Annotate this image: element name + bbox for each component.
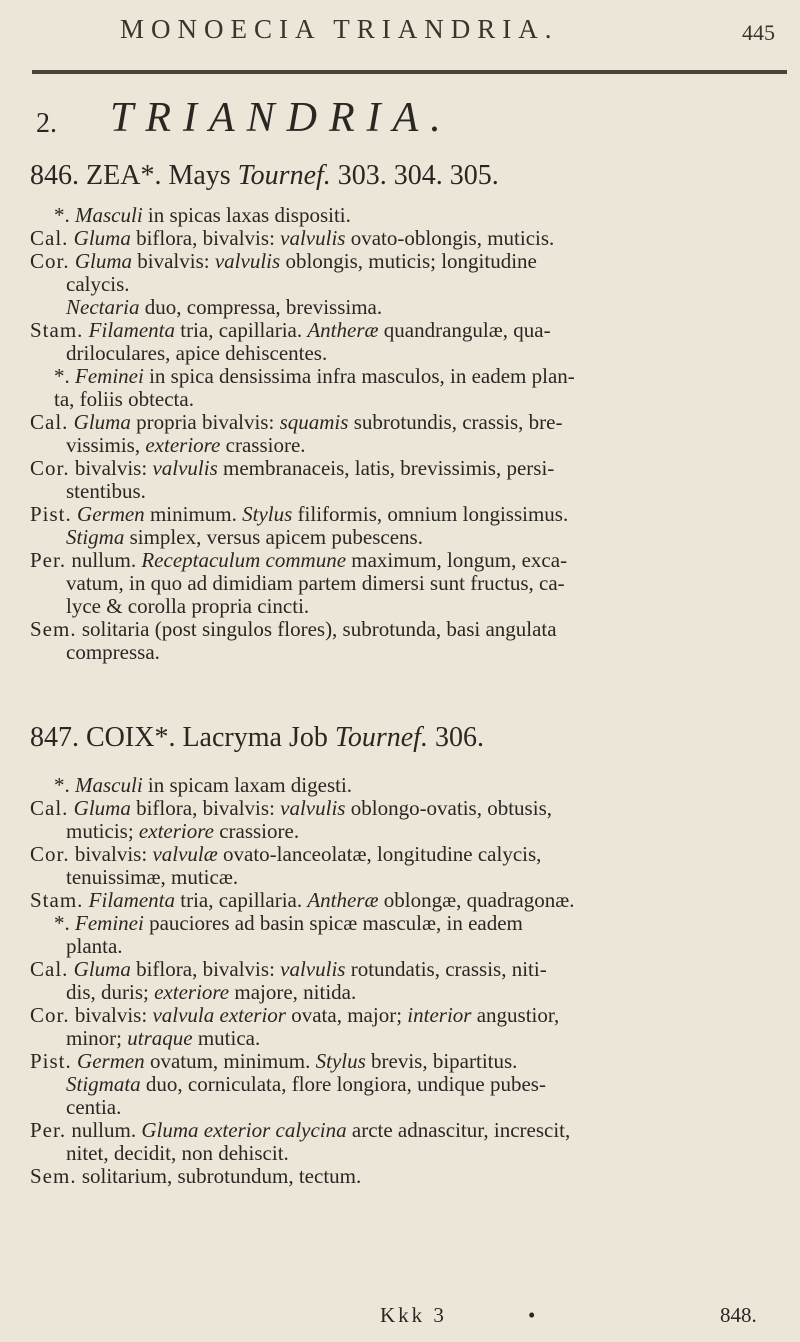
text-run: valvulis xyxy=(214,249,281,273)
text-run: valvulis xyxy=(280,796,346,820)
text-line xyxy=(30,641,790,664)
text-line xyxy=(30,1027,790,1050)
text-run: Filamenta xyxy=(88,888,175,912)
part-label: Per. xyxy=(30,548,67,572)
part-label: Sem. xyxy=(30,1164,77,1188)
text-run: oblongis, muticis; longitudine xyxy=(280,249,537,273)
signature-mark: Kkk 3 xyxy=(380,1303,447,1327)
text-line xyxy=(30,204,790,227)
text-line xyxy=(30,319,790,342)
part-label: Stam. xyxy=(30,318,84,342)
part-label: Stam. xyxy=(30,888,84,912)
text-run: in spicas laxas dispositi. xyxy=(142,203,351,227)
text-line xyxy=(30,618,790,641)
text-run: Gluma exterior calycina xyxy=(141,1118,347,1142)
part-label: Cal. xyxy=(30,410,69,434)
text-run: nullum. xyxy=(66,548,142,572)
text-run: propria bivalvis: xyxy=(130,410,280,434)
text-run: Feminei xyxy=(75,911,144,935)
text-line xyxy=(30,273,790,296)
text-line xyxy=(30,388,790,411)
text-run: quandrangulæ, qua- xyxy=(378,318,551,342)
text-run: exteriore xyxy=(145,433,221,457)
text-run: vatum, in quo ad dimidiam partem dimersi sunt fructus, ca- xyxy=(66,571,565,595)
text-run: lyce & corolla propria cincti. xyxy=(66,594,310,618)
text-line xyxy=(30,889,790,912)
page-footer xyxy=(0,1303,800,1333)
text-run: duo, corniculata, flore longiora, undique pubes- xyxy=(140,1072,546,1096)
text-run: Stigma xyxy=(66,525,125,549)
part-label: Cal. xyxy=(30,957,69,981)
genus-description-coix xyxy=(30,774,790,1188)
text-run: Masculi xyxy=(75,203,143,227)
text-line xyxy=(30,250,790,273)
text-line xyxy=(30,774,790,797)
part-label: Cor. xyxy=(30,842,70,866)
genus-pages: 306. xyxy=(434,722,484,753)
text-run: muticis; xyxy=(66,819,139,843)
text-run: Gluma xyxy=(73,796,131,820)
text-run: tenuissimæ, muticæ. xyxy=(66,865,239,889)
text-run: valvulæ xyxy=(152,842,218,866)
genus-name: COIX xyxy=(86,722,155,753)
section-title: TRIANDRIA. xyxy=(110,95,453,141)
text-run: centia. xyxy=(66,1095,122,1119)
text-run: Stylus xyxy=(242,502,293,526)
text-line xyxy=(30,1142,790,1165)
text-run: exteriore xyxy=(154,980,230,1004)
text-run: solitaria (post singulos flores), subrotunda, basi angulata xyxy=(76,617,557,641)
text-run: Gluma xyxy=(73,410,131,434)
genus-heading-zea xyxy=(30,160,499,192)
text-run: Antheræ xyxy=(307,318,379,342)
genus-common: Lacryma Job xyxy=(182,722,328,753)
text-run: compressa. xyxy=(66,640,160,664)
text-run: ovata, major; xyxy=(285,1003,408,1027)
part-label: Pist. xyxy=(30,502,72,526)
text-run: valvulis xyxy=(152,456,218,480)
text-line xyxy=(30,935,790,958)
text-run: squamis xyxy=(279,410,349,434)
text-line xyxy=(30,296,790,319)
text-line xyxy=(30,866,790,889)
text-run: Masculi xyxy=(75,773,143,797)
text-run: Germen xyxy=(77,1049,145,1073)
text-run: vissimis, xyxy=(66,433,146,457)
part-label: Cal. xyxy=(30,226,69,250)
text-run: in spicam laxam digesti. xyxy=(142,773,353,797)
text-line xyxy=(30,1004,790,1027)
text-run: Gluma xyxy=(73,957,131,981)
text-run: filiformis, omnium longissimus. xyxy=(292,502,569,526)
text-line xyxy=(30,457,790,480)
text-run: crassiore. xyxy=(213,819,300,843)
genus-description-zea xyxy=(30,204,790,664)
text-line xyxy=(30,1119,790,1142)
text-run: utraque xyxy=(127,1026,193,1050)
part-label: Sem. xyxy=(30,617,77,641)
text-run: Gluma xyxy=(74,249,133,273)
text-run: minor; xyxy=(66,1026,128,1050)
text-run: subrotundis, crassis, bre- xyxy=(348,410,563,434)
text-line xyxy=(30,797,790,820)
part-label: Cor. xyxy=(30,456,70,480)
text-run: biflora, bivalvis: xyxy=(130,957,281,981)
text-run: maximum, longum, exca- xyxy=(346,548,568,572)
part-label: Pist. xyxy=(30,1049,72,1073)
text-run: *. xyxy=(54,203,75,227)
text-run: *. xyxy=(54,773,75,797)
text-run: rotundatis, crassis, niti- xyxy=(345,957,547,981)
page-number: 445 xyxy=(742,20,775,45)
text-line xyxy=(30,480,790,503)
text-run: ovato-oblongis, muticis. xyxy=(345,226,555,250)
text-run: *. xyxy=(54,911,75,935)
text-line xyxy=(30,912,790,935)
text-run: bivalvis: xyxy=(69,842,153,866)
text-line xyxy=(30,1073,790,1096)
text-run: ovato-lanceolatæ, longitudine calycis, xyxy=(217,842,542,866)
text-run: oblongo-ovatis, obtusis, xyxy=(345,796,552,820)
text-run: ta, foliis obtecta. xyxy=(54,387,194,411)
genus-heading-coix xyxy=(30,722,484,754)
genus-pages: 303. 304. 305. xyxy=(337,160,499,191)
genus-number: 846. xyxy=(30,160,79,191)
text-line xyxy=(30,342,790,365)
running-head-title: MONOECIA TRIANDRIA. xyxy=(120,14,559,44)
running-head xyxy=(0,14,800,54)
text-line xyxy=(30,572,790,595)
text-run: Nectaria xyxy=(66,295,140,319)
text-run: Germen xyxy=(77,502,145,526)
text-run: solitarium, subrotundum, tectum. xyxy=(76,1164,362,1188)
text-run: Gluma xyxy=(73,226,131,250)
text-run: nitet, decidit, non dehiscit. xyxy=(66,1141,289,1165)
text-run: planta. xyxy=(66,934,123,958)
text-run: membranaceis, latis, brevissimis, persi- xyxy=(217,456,555,480)
text-run: in spica densissima infra masculos, in eadem plan- xyxy=(143,364,575,388)
text-line xyxy=(30,843,790,866)
catchword: 848. xyxy=(720,1303,757,1327)
genus-common: Mays xyxy=(168,160,231,191)
text-run: driloculares, apice dehiscentes. xyxy=(66,341,328,365)
text-line xyxy=(30,958,790,981)
text-line xyxy=(30,227,790,250)
genus-authority: Tournef. xyxy=(237,160,331,191)
text-run: *. xyxy=(54,364,75,388)
text-run: Receptaculum commune xyxy=(141,548,347,572)
text-run: pauciores ad basin spicæ masculæ, in eadem xyxy=(143,911,523,935)
text-run: biflora, bivalvis: xyxy=(130,796,281,820)
text-run: bivalvis: xyxy=(132,249,215,273)
genus-name: ZEA xyxy=(86,160,141,191)
text-run: Antheræ xyxy=(307,888,379,912)
text-line xyxy=(30,595,790,618)
section-heading xyxy=(0,92,800,142)
section-number: 2. xyxy=(36,108,57,139)
genus-mark: *. xyxy=(140,160,162,191)
part-label: Per. xyxy=(30,1118,67,1142)
text-run: valvula exterior xyxy=(152,1003,286,1027)
part-label: Cor. xyxy=(30,1003,70,1027)
text-run: tria, capillaria. xyxy=(175,318,308,342)
text-run: interior xyxy=(407,1003,472,1027)
part-label: Cal. xyxy=(30,796,69,820)
text-run: Filamenta xyxy=(88,318,175,342)
text-run: biflora, bivalvis: xyxy=(130,226,281,250)
text-run: arcte adnascitur, increscit, xyxy=(346,1118,571,1142)
genus-mark: *. xyxy=(154,722,176,753)
text-run: oblongæ, quadragonæ. xyxy=(378,888,575,912)
text-run: majore, nitida. xyxy=(229,980,357,1004)
text-run: valvulis xyxy=(280,957,346,981)
text-run: crassiore. xyxy=(220,433,306,457)
text-run: bivalvis: xyxy=(69,456,153,480)
text-run: valvulis xyxy=(280,226,346,250)
text-line xyxy=(30,365,790,388)
text-line xyxy=(30,434,790,457)
footer-dot: • xyxy=(528,1303,536,1327)
text-run: dis, duris; xyxy=(66,980,155,1004)
text-line xyxy=(30,526,790,549)
text-line xyxy=(30,503,790,526)
text-run: bivalvis: xyxy=(69,1003,153,1027)
text-run: stentibus. xyxy=(66,479,146,503)
part-label: Cor. xyxy=(30,249,70,273)
text-run: nullum. xyxy=(66,1118,142,1142)
text-line xyxy=(30,981,790,1004)
text-run: simplex, versus apicem pubescens. xyxy=(124,525,423,549)
genus-authority: Tournef. xyxy=(334,722,428,753)
text-line xyxy=(30,549,790,572)
text-run: Feminei xyxy=(75,364,144,388)
text-line xyxy=(30,1050,790,1073)
header-rule xyxy=(32,70,787,74)
text-line xyxy=(30,1165,790,1188)
text-run: Stylus xyxy=(315,1049,366,1073)
text-run: mutica. xyxy=(192,1026,261,1050)
text-run: minimum. xyxy=(144,502,243,526)
genus-number: 847. xyxy=(30,722,79,753)
text-line xyxy=(30,411,790,434)
text-run: brevis, bipartitus. xyxy=(365,1049,518,1073)
text-run: Stigmata xyxy=(66,1072,141,1096)
text-run: exteriore xyxy=(138,819,214,843)
text-run: ovatum, minimum. xyxy=(144,1049,316,1073)
text-run: calycis. xyxy=(66,272,130,296)
text-line xyxy=(30,820,790,843)
text-line xyxy=(30,1096,790,1119)
text-run: angustior, xyxy=(471,1003,560,1027)
text-run: duo, compressa, brevissima. xyxy=(139,295,383,319)
text-run: tria, capillaria. xyxy=(175,888,308,912)
